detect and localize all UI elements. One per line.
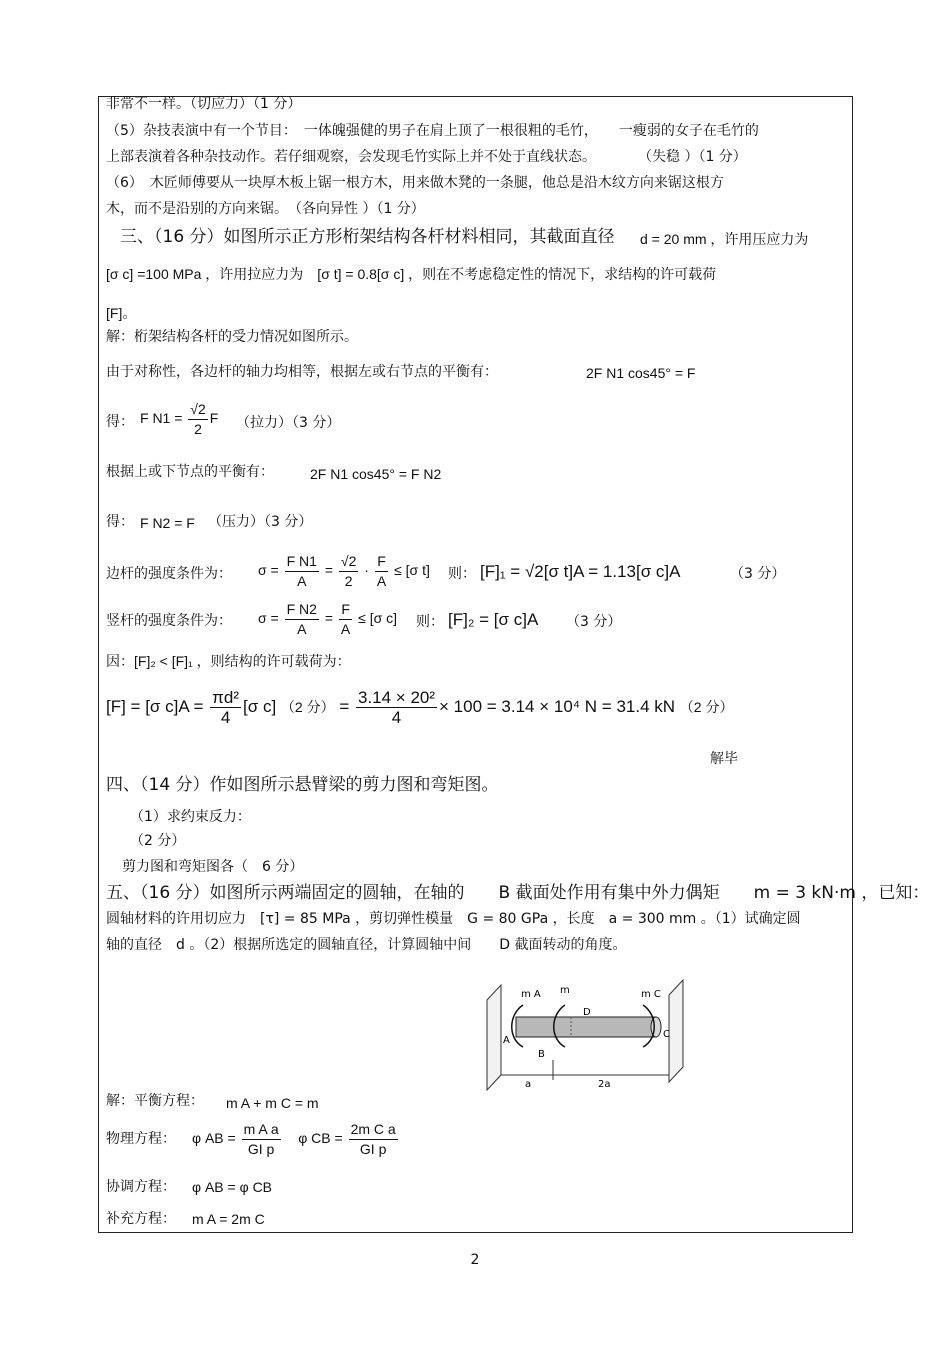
q4-heading: 四、（14 分）作如图所示悬臂梁的剪力图和弯矩图。 — [106, 775, 499, 795]
equation-1: 2F N1 cos45° = F — [586, 365, 696, 381]
vertical-score: （3 分） — [566, 614, 622, 630]
shaft — [516, 1017, 656, 1037]
line-5: 木，而不是沿别的方向来锯。 （各向异性 ）（1 分） — [106, 201, 425, 217]
label-mc: m C — [641, 989, 661, 1000]
q3-line2: [σ c] =100 MPa ，许用拉应力为 [σ t] = 0.8[σ c] ，则在不考虑稳定性的情况下，求结构的许可载荷 — [106, 266, 717, 282]
compat-label: 协调方程： — [106, 1179, 176, 1195]
line-2: （5）杂技表演中有一个节目： 一体魄强健的男子在肩上顶了一根很粗的毛竹， 一瘦弱的女子在毛竹的 — [106, 123, 759, 139]
edge-stress-formula: σ = $\frac{\text{F N1}}{A}$ = $\frac{√2}{2}$ · $\frac{F}{A}$ ≤ [σ t] — [258, 553, 430, 589]
edge-condition-label: 边杆的强度条件为： — [106, 566, 232, 582]
label-b: B — [538, 1049, 545, 1060]
edge-result: [F]₁ = √2[σ t]A = 1.13[σ c]A — [480, 562, 681, 581]
tension-note: （拉力）（3 分） — [236, 415, 341, 431]
label-dim-a: a — [525, 1079, 532, 1090]
finish-mark: 解毕 — [710, 751, 738, 767]
supplement-eq: m A = 2m C — [192, 1211, 265, 1227]
q5-line2: 圆轴材料的许用切应力 [τ] = 85 MPa ，剪切弹性模量 G = 80 GPa ，长度 a = 300 mm 。（1）试确定圆 — [106, 911, 801, 927]
page-number: 2 — [470, 1252, 480, 1268]
q4-step2: （2 分） — [130, 833, 186, 849]
node-text: 根据上或下节点的平衡有： — [106, 464, 274, 480]
shaft-figure — [483, 975, 723, 1095]
left-wall — [487, 985, 501, 1090]
equilibrium-eq: m A + m C = m — [226, 1095, 319, 1111]
q4-step3: 剪力图和弯矩图各（ 6 分） — [122, 859, 304, 875]
symmetry-text: 由于对称性，各边杆的轴力均相等，根据左或右节点的平衡有： — [106, 364, 498, 380]
vertical-condition-label: 竖杆的强度条件为： — [106, 613, 232, 629]
q3-diameter: d = 20 mm ，许用压应力为 — [640, 231, 809, 247]
line-3: 上部表演着各种杂技动作。若仔细观察，会发现毛竹实际上并不处于直线状态。 （失稳 ）（1 分） — [106, 149, 747, 165]
compression-note: （压力）（3 分） — [208, 514, 313, 530]
label-c: C — [663, 1029, 670, 1040]
q3-line3: [F]。 — [106, 305, 137, 321]
line-4: （6） 木匠师傅要从一块厚木板上锯一根方木，用来做木凳的一条腿，他总是沿木纹方向来锯这根方 — [106, 175, 724, 191]
result-label-1: 得： — [106, 414, 134, 430]
compat-eq: φ AB = φ CB — [192, 1179, 273, 1195]
label-dim-2a: 2a — [598, 1079, 611, 1090]
right-wall — [669, 980, 683, 1082]
fn1-formula: F N1 = $\frac{√2}{2}$ F — [140, 401, 219, 437]
because-line: 因：[F]₂ < [F]₁ ，则结构的许可载荷为： — [106, 653, 351, 669]
label-d: D — [583, 1007, 591, 1018]
vertical-stress-formula: σ = $\frac{\text{F N2}}{A}$ = $\frac{F}{A}$ ≤ [σ c] — [258, 601, 398, 637]
physical-label: 物理方程： — [106, 1131, 176, 1147]
label-m: m — [560, 985, 570, 996]
equation-2: 2F N1 cos45° = F N2 — [310, 466, 442, 482]
line-1: 非常不一样。（切应力）（1 分） — [106, 96, 302, 112]
solution-intro: 解：桁架结构各杆的受力情况如图所示。 — [106, 329, 358, 345]
shaft-end — [651, 1017, 661, 1037]
vertical-then: 则： — [416, 614, 444, 630]
q5-heading: 五、（16 分）如图所示两端固定的圆轴，在轴的 B 截面处作用有集中外力偶矩 m = 3 kN·m ，已知： — [106, 883, 930, 903]
q3-heading: 三、（16 分）如图所示正方形桁架结构各杆材料相同，其截面直径 — [120, 227, 615, 247]
supplement-label: 补充方程： — [106, 1211, 176, 1227]
q5-line3: 轴的直径 d 。（2）根据所选定的圆轴直径，计算圆轴中间 D 截面转动的角度。 — [106, 937, 627, 953]
q4-step1: （1）求约束反力： — [130, 809, 251, 825]
label-a: A — [503, 1035, 510, 1046]
equilibrium-label: 解：平衡方程： — [106, 1093, 204, 1109]
fn2-formula: F N2 = F — [140, 515, 195, 531]
edge-then: 则： — [448, 566, 476, 582]
physical-eq: φ AB = $\frac{\text{m A a}}{\text{GI p}}$ φ CB = $\frac{\text{2m C a}}{\text{GI p}}$ — [192, 1121, 396, 1157]
vertical-result: [F]₂ = [σ c]A — [448, 610, 539, 629]
result-label-2: 得： — [106, 514, 134, 530]
edge-score: （3 分） — [730, 566, 786, 582]
label-ma: m A — [521, 989, 541, 1000]
final-formula: [F] = [σ c]A = $\frac{\text{πd²}}{4}$ [σ c] （2 分） = $\frac{\text{3.14 × 20²}}{4}$ × 100 = 3.14 × 10⁴ N = 31.4 kN （2 分） — [106, 688, 734, 727]
